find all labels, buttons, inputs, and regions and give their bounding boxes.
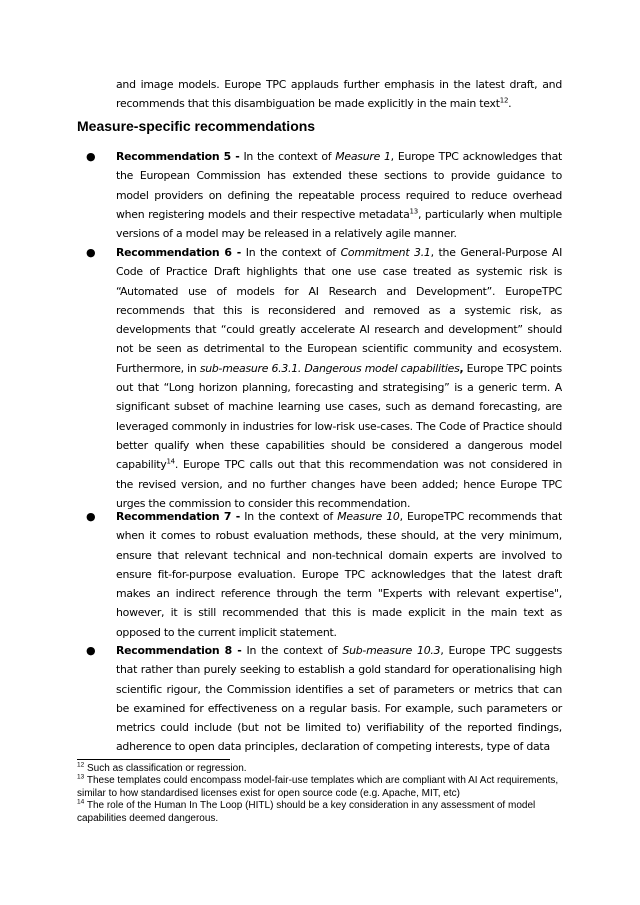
recommendation-label: Recommendation 8 - bbox=[116, 644, 242, 657]
recommendation-label: Recommendation 5 - bbox=[116, 150, 240, 163]
footnote-ref-14[interactable]: 14 bbox=[166, 457, 175, 466]
recommendation-label: Recommendation 6 - bbox=[116, 246, 242, 259]
recommendation-7: ● Recommendation 7 - In the context of Measure 10, EuropeTPC recommends that when it comes to robust evaluation methods, these should, at the very minimum, ensure that relevant technical and non-technical domain experts are involved to ensure fit-for-purpose evaluation. Europe TPC acknowledges that the latest draft makes an indirect reference through the term "Experts with relevant expertise", however, it is still recommended that this is made explicit in the main text as opposed to the current implicit statement. bbox=[116, 507, 562, 642]
footnote-14: $^{14}$ The role of the Human In The Loop (HITL) should be a key consideration in any assessment of model capabilities deemed dangerous. bbox=[77, 798, 536, 824]
bullet-icon: ● bbox=[86, 246, 96, 259]
footnote-13: $^{13}$ These templates could encompass model-fair-use templates which are compliant with AI Act requirements, similar to how standardised licenses exist for open source code (e.g. Apache, MIT, etc) bbox=[77, 774, 559, 799]
recommendation-5: ● Recommendation 5 - In the context of Measure 1, Europe TPC acknowledges that the European Commission has extended these sections to provide guidance to model providers on defining the repeatable process required to reduce overhead when registering models and their respective metadata$^{13}$, particularly when multiple versions of a model may be released in a relatively agile manner. bbox=[116, 147, 562, 243]
bullet-icon: ● bbox=[86, 644, 96, 657]
footnote-divider bbox=[77, 759, 230, 760]
recommendation-label: Recommendation 7 - bbox=[116, 510, 241, 523]
footnote-ref-13[interactable]: 13 bbox=[409, 207, 418, 216]
measure-ref: Measure 1 bbox=[335, 150, 391, 163]
footnote-12: $^{12}$ Such as classification or regression. bbox=[77, 761, 247, 774]
sub-measure-ref: Sub-measure 10.3 bbox=[342, 644, 441, 657]
footnote-ref-12[interactable]: 12 bbox=[499, 96, 509, 105]
measure-ref: Measure 10 bbox=[337, 510, 400, 523]
recommendation-8: ● Recommendation 8 - In the context of Sub-measure 10.3, Europe TPC suggests that rather than purely seeking to establish a gold standard for operationalising high scientific rigour, the Commission identifies a set of parameters or metrics that can be examined for effectiveness on a regular basis. For example, such parameters or metrics could include (but not be limited to) verifiability of the reported findings, adherence to open data principles, declaration of competing interests, type of data bbox=[116, 641, 562, 757]
commitment-ref: Commitment 3.1 bbox=[340, 246, 431, 259]
sub-measure-ref: sub-measure 6.3.1. Dangerous model capabilities bbox=[199, 361, 460, 375]
bullet-icon: ● bbox=[86, 150, 96, 163]
bullet-icon: ● bbox=[86, 510, 96, 523]
recommendation-6: ● Recommendation 6 - In the context of Commitment 3.1, the General-Purpose AI Code of Practice Draft highlights that one use case treated as systemic risk is “Automated use of models for AI Research and Development”. EuropeTPC recommends that this is reconsidered and removed as a systemic risk, as developments that “could greatly accelerate AI research and development” should not be seen as detrimental to the European scientific community and ecosystem. Furthermore, in sub-measure 6.3.1. Dangerous model capabilities, Europe TPC points out that “Long horizon planning, forecasting and strategising” is a generic term. A significant subset of machine learning use cases, such as demand forecasting, are leveraged commonly in industries for low-risk use-cases. The Code of Practice should better qualify when these capabilities should be considered a dangerous model capability$^{14}$. Europe TPC calls out that this recommendation was not considered in the revised version, and no further changes have been added; hence Europe TPC urges the commission to consider this recommendation. bbox=[116, 243, 562, 513]
intro-paragraph: and image models. Europe TPC applauds further emphasis in the latest draft, and recommends that this disambiguation be made explicitly in the main text$^{12}$. bbox=[116, 78, 562, 111]
section-heading: Measure-specific recommendations bbox=[77, 118, 316, 134]
footnotes bbox=[77, 763, 567, 825]
